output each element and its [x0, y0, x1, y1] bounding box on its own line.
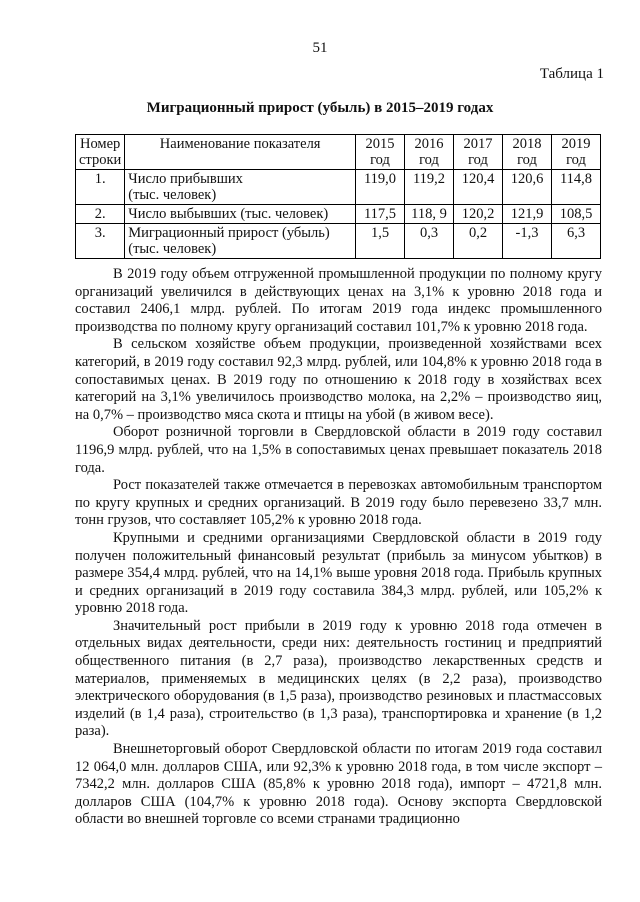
header-year-2017: 2017 год [454, 135, 503, 170]
migration-table [75, 134, 601, 259]
header-year-2015: 2015 год [356, 135, 405, 170]
table-header-row [76, 135, 601, 170]
cell-value: 0,3 [405, 224, 454, 259]
cell-value: 120,2 [454, 205, 503, 224]
cell-value: 117,5 [356, 205, 405, 224]
row-indicator-name: Число выбывших (тыс. человек) [125, 205, 356, 224]
page-number: 51 [312, 40, 328, 56]
cell-value: 6,3 [552, 224, 601, 259]
cell-value: 1,5 [356, 224, 405, 259]
row-number: 2. [76, 205, 125, 224]
paragraph-profit-growth: Значительный рост прибыли в 2019 году к уровню 2018 года отмечен в отдельных видах деятельности, среди них: деятельность гостиниц и предприятий общественного питания (в 2,7 раза), производство лекарственных средств и материалов, применяемых в медицинских целях (в 2,2 раза), производство электрического оборудования (в 1,5 раза), производство резиновых и пластмассовых изделий (в 1,4 раза), строительство (в 1,3 раза), транспортировка и хранение (в 1,2 раза). [75, 617, 602, 740]
row-number: 1. [76, 170, 125, 205]
header-row-number: Номер строки [76, 135, 125, 170]
cell-value: -1,3 [503, 224, 552, 259]
row-indicator-name: Число прибывших (тыс. человек) [125, 170, 356, 205]
cell-value: 0,2 [454, 224, 503, 259]
table-row [76, 170, 601, 205]
paragraph-agriculture: В сельском хозяйстве объем продукции, произведенной хозяйствами всех категорий, в 2019 году составил 92,3 млрд. рублей, или 104,8% к уровню 2018 года в сопоставимых ценах. В 2019 году по отношению к 2018 году в хозяйствах всех категорий на 3,1% увеличилось производство молока, на 2,2% – производство яиц, на 0,7% – производство мяса скота и птицы на убой (в живом весе). [75, 336, 602, 423]
table-label: Таблица 1 [539, 66, 604, 82]
cell-value: 119,0 [356, 170, 405, 205]
paragraph-industry: В 2019 году объем отгруженной промышленной продукции по полному кругу организаций увеличился в действующих ценах на 3,1% к уровню 2018 года и составил 2406,1 млрд. рублей. По итогам 2019 года индекс промышленного производства по полному кругу организаций составил 101,7% к уровню 2018 года. [75, 266, 602, 335]
row-indicator-name: Миграционный прирост (убыль) (тыс. человек) [125, 224, 356, 259]
cell-value: 120,4 [454, 170, 503, 205]
paragraph-foreign-trade: Внешнеторговый оборот Свердловской области по итогам 2019 года составил 12 064,0 млн. долларов США, или 92,3% к уровню 2018 года, в том числе экспорт – 7342,2 млн. долларов США (85,8% к уровню 2018 года), импорт – 4721,8 млн. долларов США (104,7% к уровню 2018 года). Основу экспорта Свердловской области во внешней торговле со всеми странами традиционно [75, 741, 602, 828]
header-year-2018: 2018 год [503, 135, 552, 170]
cell-value: 114,8 [552, 170, 601, 205]
cell-value: 120,6 [503, 170, 552, 205]
table-row [76, 205, 601, 224]
cell-value: 108,5 [552, 205, 601, 224]
cell-value: 121,9 [503, 205, 552, 224]
table-title: Миграционный прирост (убыль) в 2015–2019 годах [146, 100, 494, 116]
header-year-2016: 2016 год [405, 135, 454, 170]
cell-value: 119,2 [405, 170, 454, 205]
cell-value: 118, 9 [405, 205, 454, 224]
header-indicator-name: Наименование показателя [125, 135, 356, 170]
header-year-2019: 2019 год [552, 135, 601, 170]
paragraph-transport: Рост показателей также отмечается в перевозках автомобильным транспортом по кругу крупных и средних организаций. В 2019 году было перевезено 33,7 млн. тонн грузов, что составляет 105,2% к уровню 2018 года. [75, 477, 602, 529]
paragraph-retail: Оборот розничной торговли в Свердловской области в 2019 году составил 1196,9 млрд. рублей, что на 1,5% в сопоставимых ценах превышает показатель 2018 года. [75, 424, 602, 476]
body-text [75, 266, 602, 829]
table-row [76, 224, 601, 259]
row-number: 3. [76, 224, 125, 259]
paragraph-financial-result: Крупными и средними организациями Свердловской области в 2019 году получен положительный финансовый результат (прибыль за минусом убытков) в размере 354,4 млрд. рублей, что на 14,1% выше уровня 2018 года. Прибыль крупных и средних организаций в 2019 году составила 384,3 млрд. рублей, или 105,2% к уровню 2018 года. [75, 529, 602, 617]
